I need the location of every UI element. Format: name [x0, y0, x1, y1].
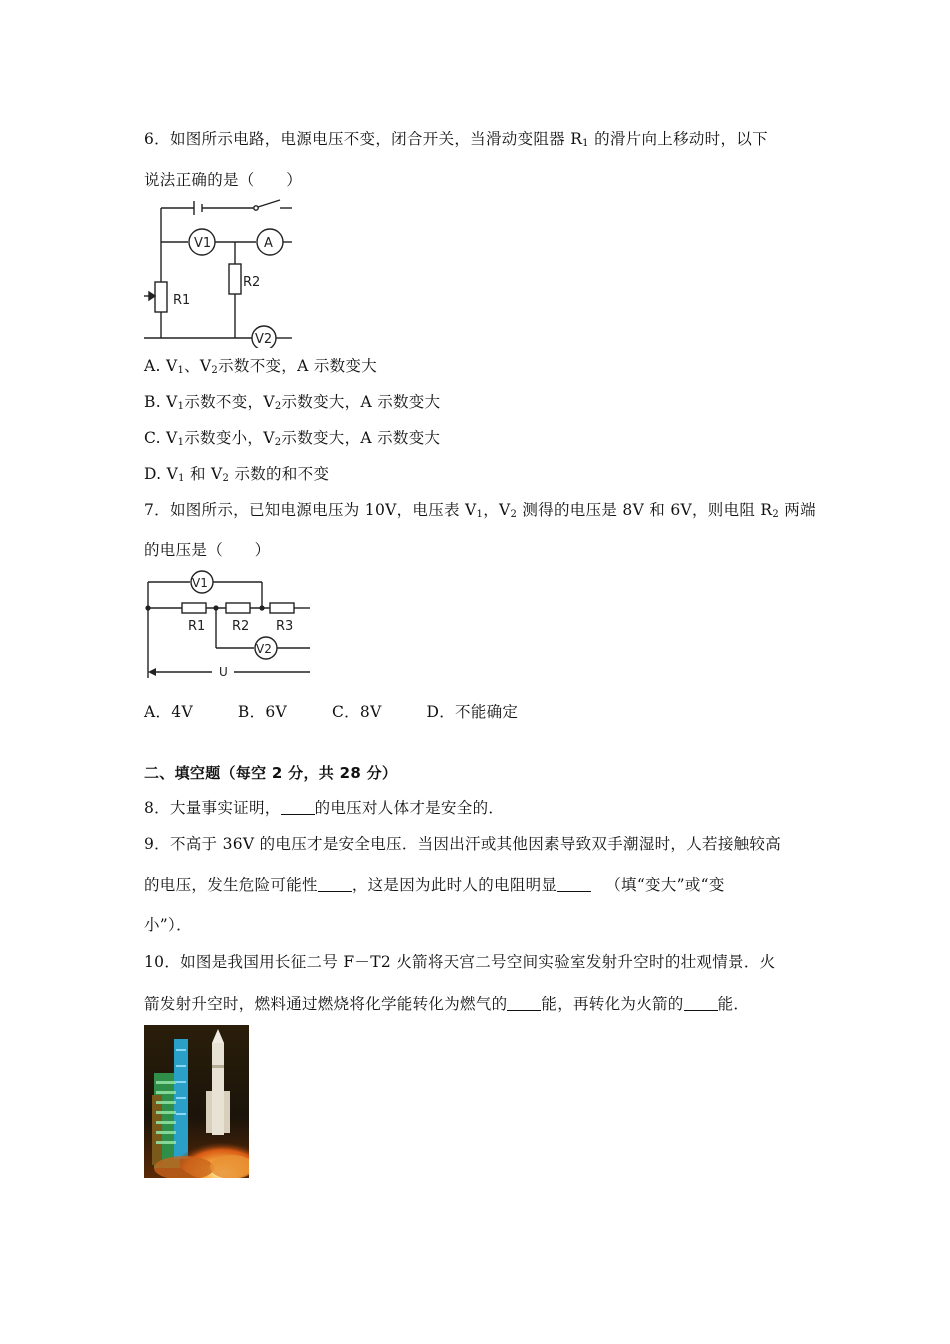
- q9-line1: 9．不高于 36V 的电压才是安全电压．当因出汗或其他因素导致双手潮湿时，人若接触较高: [144, 835, 782, 853]
- label-r3: R3: [276, 619, 294, 634]
- label-r2: R2: [232, 619, 250, 634]
- q10-line1: 10．如图是我国用长征二号 F－T2 火箭将天宫二号空间实验室发射升空时的壮观情景．火: [144, 953, 776, 971]
- q6-line1: 6．如图所示电路，电源电压不变，闭合开关，当滑动变阻器 $R_1$ 的滑片向上移动时，以下: [144, 130, 768, 149]
- section-2-heading: 二、填空题（每空 2 分，共 28 分）: [144, 764, 398, 782]
- label-v1: V1: [194, 236, 212, 251]
- q6-option-b: B. $V_1$示数不变，$V_2$示数变大，A 示数变大: [144, 393, 441, 412]
- q9-line3: 小”）．: [144, 916, 192, 934]
- q8-blank[interactable]: [281, 800, 315, 815]
- junction-left: [145, 605, 150, 610]
- switch-blade: [258, 200, 280, 207]
- q6-circuit-diagram: [142, 196, 294, 348]
- q7-line2: 的电压是（ ）: [144, 541, 271, 559]
- label-r1: R1: [188, 619, 206, 634]
- label-v2: V2: [255, 332, 273, 347]
- q10-blank-2[interactable]: [684, 996, 718, 1011]
- label-r2: R2: [243, 275, 261, 290]
- q6-option-c: C. $V_1$示数变小，$V_2$示数变大，A 示数变大: [144, 429, 441, 448]
- q10-line2: 箭发射升空时，燃料通过燃烧将化学能转化为燃气的 能，再转化为火箭的 能．: [144, 995, 750, 1013]
- junction-right: [259, 605, 264, 610]
- q7-circuit-diagram: [144, 568, 314, 680]
- q6-option-d: D. $V_1$ 和 $V_2$ 示数的和不变: [144, 465, 330, 484]
- label-u: U: [219, 665, 228, 679]
- label-v1: V1: [192, 576, 208, 590]
- u-arrow-left: [148, 668, 156, 676]
- q9-line2: 的电压，发生危险可能性 ，这是因为此时人的电阻明显 （填“变大”或“变: [144, 876, 725, 894]
- q9-blank-1[interactable]: [318, 877, 352, 892]
- q7-line1: 7．如图所示，已知电源电压为 10V，电压表 $V_1$，$V_2$ 测得的电压是 8V 和 6V，则电阻 $R_2$ 两端: [144, 501, 816, 520]
- junction-mid: [213, 605, 218, 610]
- q6-option-a: A. $V_1$、$V_2$示数不变，A 示数变大: [144, 357, 378, 376]
- q7-options: A．4V B．6V C．8V D．不能确定: [144, 703, 519, 721]
- rocket-launch-photo: [144, 1025, 249, 1178]
- q6-line2: 说法正确的是（ ）: [144, 171, 303, 189]
- label-v2: V2: [256, 642, 272, 656]
- q8-line: 8．大量事实证明， 的电压对人体才是安全的．: [144, 799, 505, 817]
- label-r1: R1: [173, 293, 191, 308]
- q9-blank-2[interactable]: [557, 877, 591, 892]
- q10-blank-1[interactable]: [507, 996, 541, 1011]
- label-a: A: [264, 236, 273, 251]
